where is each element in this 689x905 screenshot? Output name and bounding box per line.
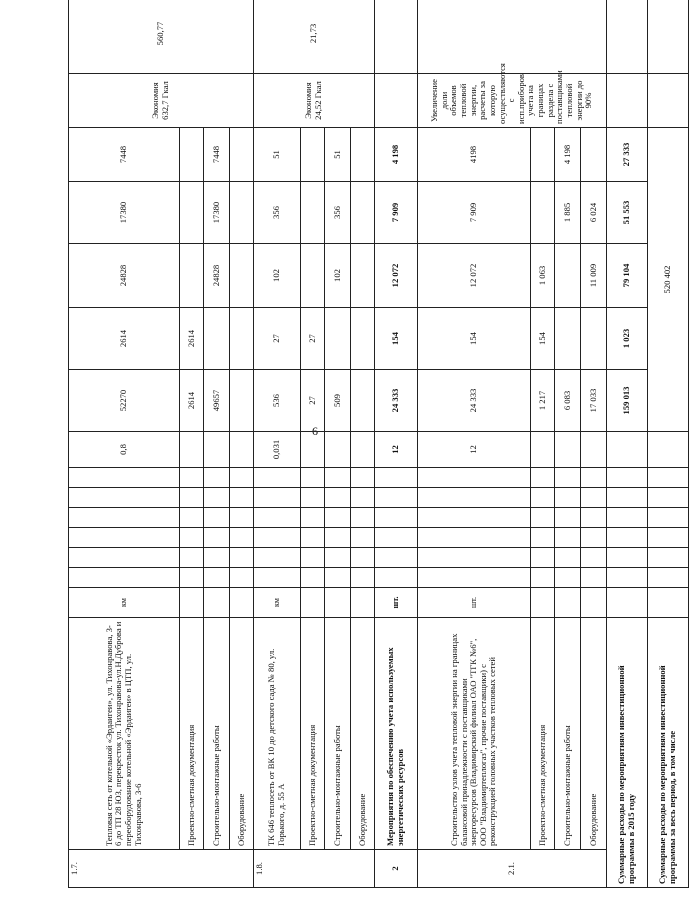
row-name: Проектно-сметная документация [301,618,325,850]
row-2017: 51 553 [607,182,648,244]
row-total: 536 [254,370,301,432]
row-2018: 4198 [418,128,531,182]
row-2017: 7 909 [375,182,418,244]
row-name: Строительно-монтажные работы [555,618,581,850]
data-table [68,0,689,888]
row-2015: 2614 [180,308,204,370]
row-number: 2.1. [418,850,607,888]
table-row [351,0,375,888]
row-total: 24 333 [375,370,418,432]
row-name: Строительство узлов учета тепловой энергии на границах балансовой принадлежности с поставщиками энергоресурсов (Владимирский филиал ОАО "ТГК №6", ООО "Владимиртеплогаз", прочие поставщики) с реконструкцией головных участков тепловых сетей [418,618,531,850]
row-number: 1.7. [69,850,254,888]
row-unit: км [69,588,180,618]
row-2016: 1 063 [531,244,555,308]
table-row [375,0,418,888]
row-2016: 11 009 [581,244,607,308]
row-number: 2 [375,850,418,888]
row-total: 159 013 [607,370,648,432]
row-effect-value: 21,73 [254,0,375,74]
row-2015: 27 [301,308,325,370]
row-total: 6 083 [555,370,581,432]
row-total: 520 402 [648,128,689,432]
row-unit: шт. [375,588,418,618]
row-2017: 7 909 [418,182,531,244]
row-2016: 24828 [69,244,180,308]
row-name: Тепловая сеть от котельной «Эрдаигеи», ул. Тихонравова, 3-6 до ТП 28 ЮЗ, перекресток ул. Тихонравова-ул.Н.Дуброва и переоборудование котельной «Эрдаигеи» в ЦТП, ул. Тихонравова, 3-6 [69,618,180,850]
row-qty: 0,8 [69,432,180,468]
row-2015: 154 [531,308,555,370]
row-total: 509 [325,370,351,432]
row-name: Суммарные расходы по мероприятиям инвестиционной программы за весь период, в том числе [648,618,689,888]
row-name: Мероприятия по обеспечению учета используемых энергетических ресурсов [375,618,418,850]
row-2016: 79 104 [607,244,648,308]
table-row [581,0,607,888]
row-2018: 27 333 [607,128,648,182]
row-effect: Экономия 24,52 Гкал [254,74,375,128]
row-total: 2614 [180,370,204,432]
table-row [204,0,230,888]
row-2017: 17380 [69,182,180,244]
table-row [301,0,325,888]
row-2017: 356 [254,182,301,244]
row-effect: Экономия 632,7 Гкал [69,74,254,128]
row-2017: 17380 [204,182,230,244]
table-row [555,0,581,888]
row-name: ТК 646 теплосеть от ВК 10 до детского сада № 80, ул. Горького, д. 55 А [254,618,301,850]
row-2016: 24828 [204,244,230,308]
row-2016: 12 072 [375,244,418,308]
table-row [648,0,689,888]
row-2017: 356 [325,182,351,244]
table-row [418,0,531,888]
row-total: 49657 [204,370,230,432]
table-row [69,0,180,888]
row-unit: км [254,588,301,618]
row-unit: шт. [418,588,531,618]
table-row [180,0,204,888]
row-2018: 7448 [204,128,230,182]
row-2015: 27 [254,308,301,370]
row-qty: 0,031 [254,432,301,468]
row-name: Суммарные расходы по мероприятиям инвестиционной программы в 2015 году [607,618,648,888]
row-qty: 12 [375,432,418,468]
row-total: 24 333 [418,370,531,432]
table-row [254,0,301,888]
row-name: Оборудование [581,618,607,850]
row-effect-value: 560,77 [69,0,254,74]
row-total: 17 033 [581,370,607,432]
row-total: 52270 [69,370,180,432]
row-2018: 51 [325,128,351,182]
row-2015: 1 023 [607,308,648,370]
row-2016: 12 072 [418,244,531,308]
row-name: Оборудование [351,618,375,850]
row-total: 27 [301,370,325,432]
table-row [325,0,351,888]
row-name: Проектно-сметная документация [531,618,555,850]
row-total: 1 217 [531,370,555,432]
row-effect: Увеличение доли объемов тепловой энергии, расчеты за которую осуществляются с исп.приборов учета на границах раздела с поставщиками тепловой энергии до 90% [418,74,607,128]
row-2017: 1 885 [555,182,581,244]
row-2015: 154 [375,308,418,370]
row-2018: 51 [254,128,301,182]
page-number: 6 [312,424,318,438]
row-name: Проектно-сметная документация [180,618,204,850]
row-2018: 7448 [69,128,180,182]
row-2016: 102 [254,244,301,308]
row-2018: 4 198 [555,128,581,182]
table-row [531,0,555,888]
table-row [230,0,254,888]
row-2015: 154 [418,308,531,370]
row-2016: 102 [325,244,351,308]
row-2017: 6 024 [581,182,607,244]
row-number: 1.8. [254,850,375,888]
row-2015: 2614 [69,308,180,370]
row-name: Строительно-монтажные работы [325,618,351,850]
investment-program-table [68,21,677,888]
row-qty: 12 [418,432,531,468]
row-name: Строительно-монтажные работы [204,618,230,850]
table-row [607,0,648,888]
row-name: Оборудование [230,618,254,850]
row-2018: 4 198 [375,128,418,182]
